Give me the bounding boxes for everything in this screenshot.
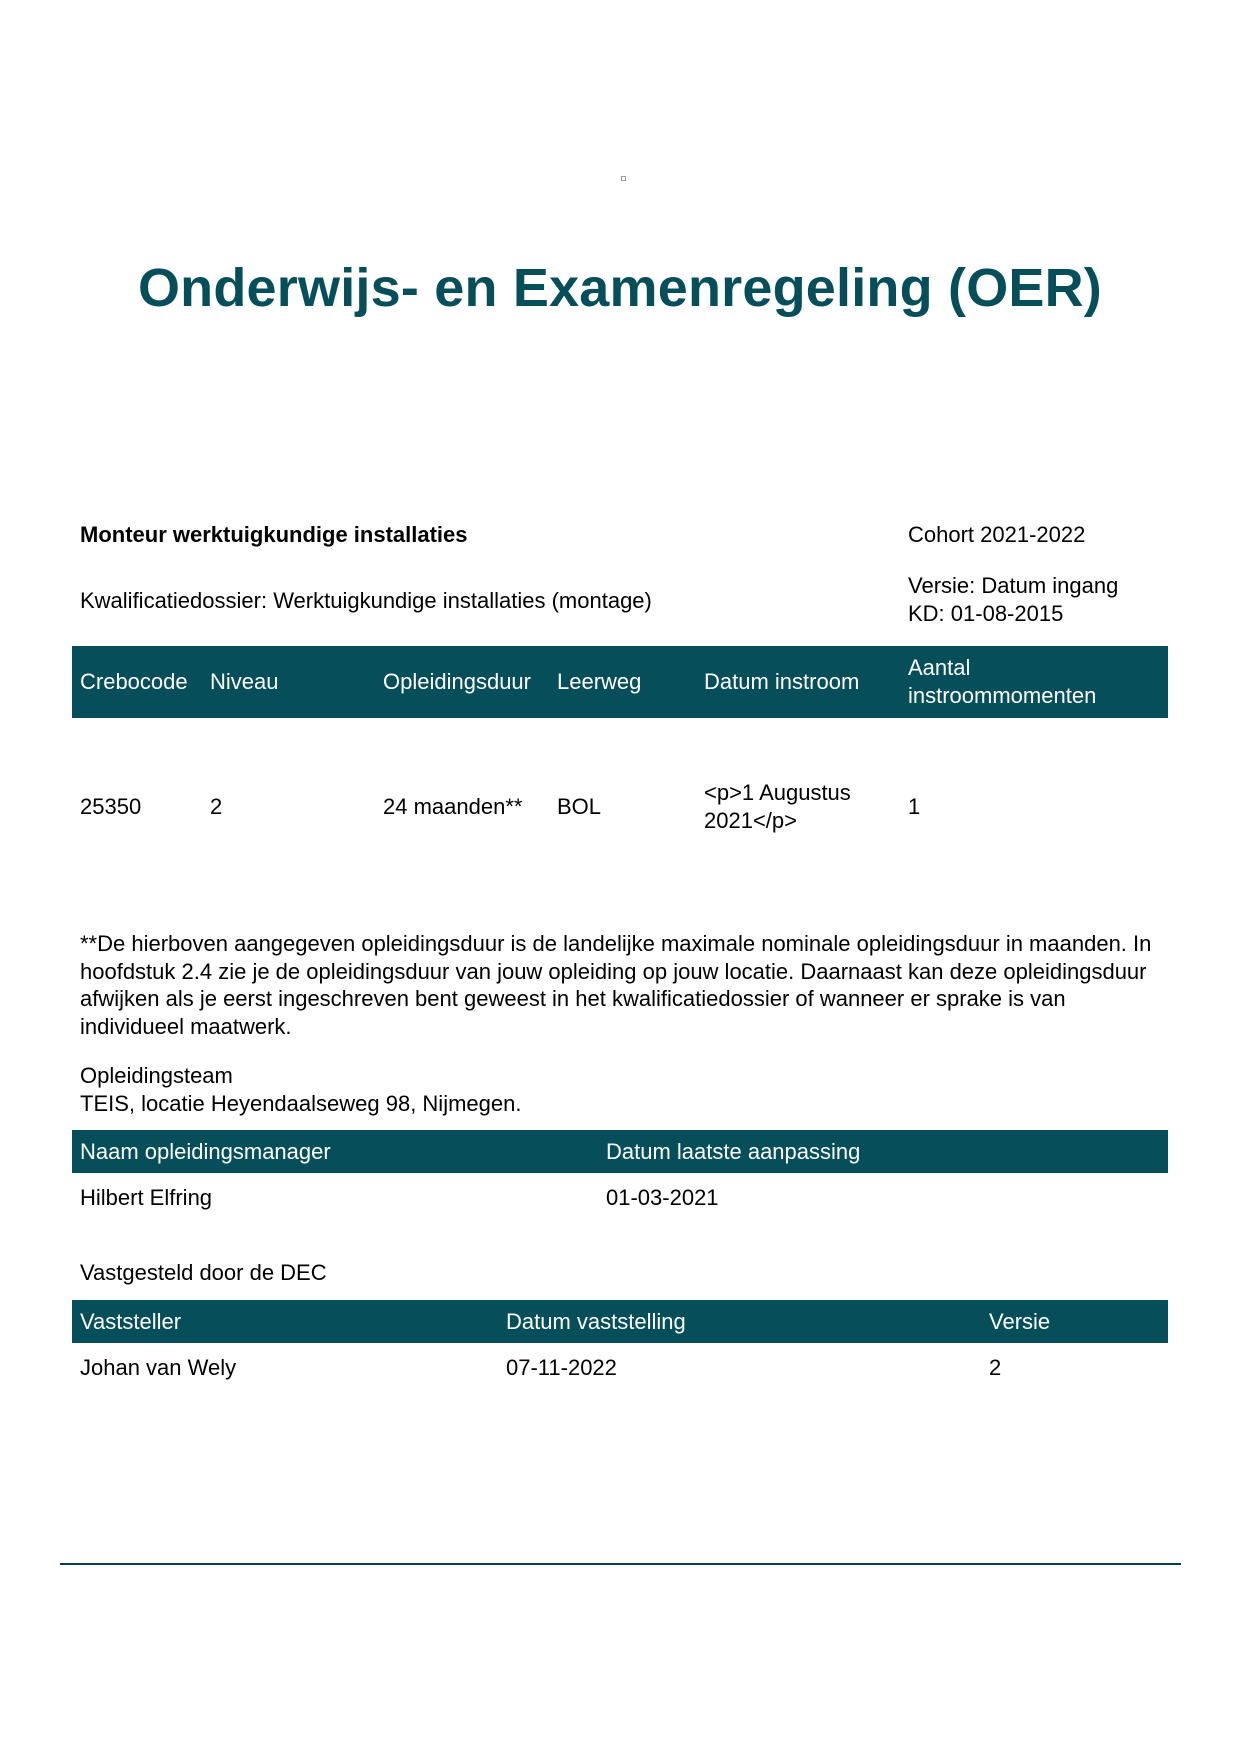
cell-opleidingsduur: 24 maanden** <box>383 794 523 819</box>
header-crebocode: Crebocode <box>80 669 188 694</box>
header-aantal-line-1: Aantal <box>908 655 971 680</box>
footer-divider <box>60 1563 1181 1565</box>
cell-datum-instroom-line-1: <p>1 Augustus <box>704 780 851 805</box>
team-location: TEIS, locatie Heyendaalseweg 98, Nijmegen. <box>80 1091 522 1116</box>
cell-versie: 2 <box>989 1355 1002 1380</box>
version-line-1: Versie: Datum ingang <box>908 573 1119 598</box>
cell-last-modified: 01-03-2021 <box>606 1185 719 1210</box>
header-opleidingsduur: Opleidingsduur <box>383 669 531 694</box>
qualification-file: Kwalificatiedossier: Werktuigkundige installaties (montage) <box>80 588 652 613</box>
cell-crebocode: 25350 <box>80 794 142 819</box>
cell-niveau: 2 <box>210 794 223 819</box>
program-table-row <box>72 760 1168 850</box>
cell-aantal: 1 <box>908 794 921 819</box>
cell-datum-instroom-line-2: 2021</p> <box>704 808 797 833</box>
dec-label: Vastgesteld door de DEC <box>80 1260 327 1285</box>
document-title: Onderwijs- en Examenregeling (OER) <box>137 258 1102 318</box>
duration-footnote: **De hierboven aangegeven opleidingsduur is de landelijke maximale nominale opleidingsduur in maanden. In hoofdstuk 2.4 zie je de opleidingsduur van jouw opleiding op jouw locatie. Daarnaast kan deze opleidingsduur afwijken als je eerst ingeschreven bent geweest in het kwalificatiedossier of wanneer er sprake is van individueel maatwerk. <box>80 931 1152 1039</box>
header-last-modified: Datum laatste aanpassing <box>606 1139 861 1164</box>
program-table-header <box>72 646 1168 718</box>
cohort-label: Cohort 2021-2022 <box>908 522 1086 547</box>
header-versie: Versie <box>989 1309 1051 1334</box>
team-label: Opleidingsteam <box>80 1063 233 1088</box>
header-leerweg: Leerweg <box>557 669 642 694</box>
header-datum-vaststelling: Datum vaststelling <box>506 1309 686 1334</box>
version-line-2: KD: 01-08-2015 <box>908 601 1064 626</box>
cell-manager-name: Hilbert Elfring <box>80 1185 213 1210</box>
dec-table-header <box>72 1300 1168 1343</box>
manager-table-header <box>72 1130 1168 1173</box>
cell-vaststeller: Johan van Wely <box>80 1355 237 1380</box>
program-name: Monteur werktuigkundige installaties <box>80 522 468 547</box>
placeholder-mark <box>621 176 626 181</box>
header-aantal-line-2: instroommomenten <box>908 683 1097 708</box>
header-manager-name: Naam opleidingsmanager <box>80 1139 331 1164</box>
manager-table-row <box>72 1173 1168 1221</box>
header-vaststeller: Vaststeller <box>80 1309 182 1334</box>
header-datum-instroom: Datum instroom <box>704 669 860 694</box>
dec-table-row <box>72 1343 1168 1391</box>
cell-datum-vaststelling: 07-11-2022 <box>506 1355 617 1380</box>
cell-leerweg: BOL <box>557 794 602 819</box>
header-niveau: Niveau <box>210 669 279 694</box>
